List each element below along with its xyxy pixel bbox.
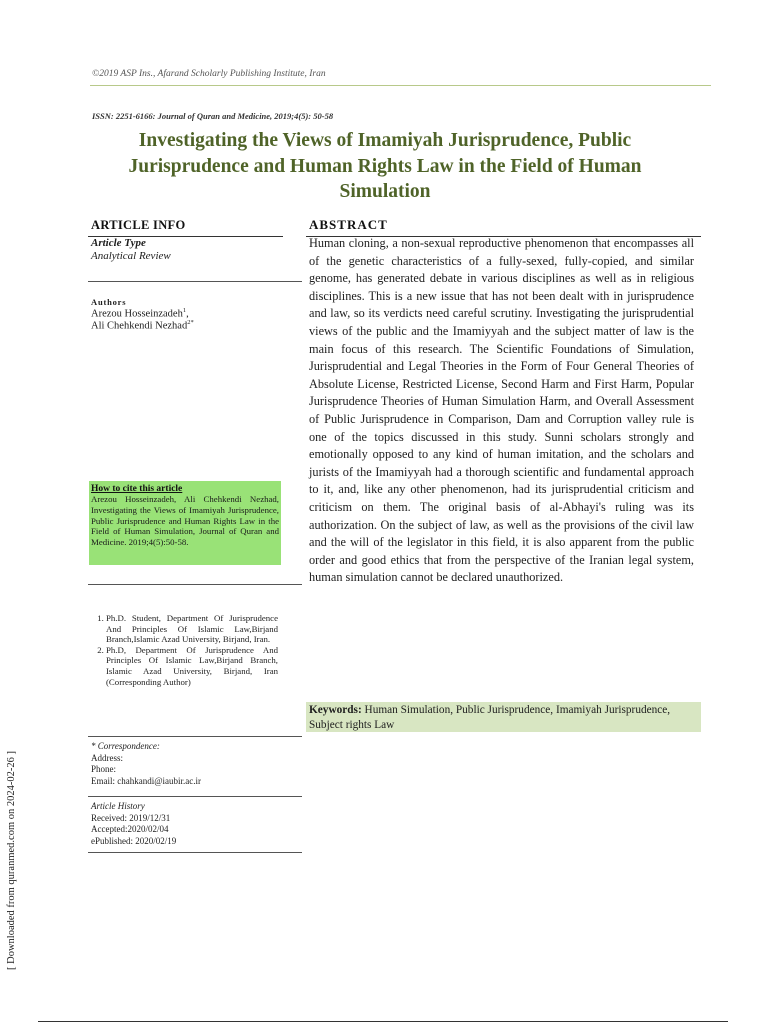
abstract-heading: ABSTRACT (309, 217, 388, 232)
citation-text: Arezou Hosseinzadeh, Ali Chehkendi Nezhad, Investigating the Views of Imamiyah Jurisprudence, Public Jurisprudence and Human Rights Law in the Field of Human Simulation, Journal of Quran and Medicine. 2019;4(5):50-58. (91, 494, 279, 548)
divider (88, 584, 302, 585)
footer-rule (38, 1021, 728, 1022)
divider (88, 852, 302, 853)
received-date: Received: 2019/12/31 (91, 812, 171, 823)
epublished-date: ePublished: 2020/02/19 (91, 835, 177, 846)
phone-line: Phone: (91, 764, 117, 774)
article-history (91, 801, 176, 847)
keywords-label: Keywords: (309, 704, 362, 716)
header-rule (90, 85, 711, 86)
affiliation-item: 2. Ph.D, Department Of Jurisprudence And Principles Of Islamic Law,Birjand Branch, Islamic Azad University, Birjand, Iran (Corresponding Author) (106, 645, 278, 687)
article-title: Investigating the Views of Imamiyah Jurisprudence, Public Jurisprudence and Human Rights Law in the Field of Human Simulation (128, 130, 642, 202)
divider (88, 796, 302, 797)
email-line: Email: chahkandi@iaubir.ac.ir (91, 775, 201, 786)
correspondence-label: * Correspondence: (91, 741, 160, 751)
article-info-heading: ARTICLE INFO (91, 218, 186, 232)
address-line: Address: (91, 752, 123, 763)
affiliations (92, 613, 278, 687)
download-watermark: [ Downloaded from quranmed.com on 2024-02-26 ] (6, 751, 17, 970)
divider (88, 281, 302, 282)
author-name: Arezou Hosseinzadeh$^1$, (91, 307, 189, 320)
history-label: Article History (91, 801, 145, 811)
issn-line: ISSN: 2251-6166: Journal of Quran and Medicine, 2019;4(5): 50-58 (92, 111, 334, 121)
keywords-box (306, 702, 701, 732)
citation-box (89, 481, 281, 565)
author-name: Ali Chehkendi Nezhad$^{2*}$ (91, 319, 194, 332)
article-type-label: Article Type (91, 237, 146, 249)
accepted-date: Accepted:2020/02/04 (91, 824, 169, 834)
correspondence-block (91, 741, 201, 787)
affiliation-item: 1. Ph.D. Student, Department Of Jurisprudence And Principles Of Islamic Law,Birjand Branch,Islamic Azad University, Birjand, Iran. (106, 613, 278, 645)
article-type-value: Analytical Review (91, 250, 171, 262)
keywords-text: Human Simulation, Public Jurisprudence, Imamiyah Jurisprudence, Subject rights Law (309, 704, 671, 731)
citation-title: How to cite this article (91, 484, 183, 494)
authors-label: Authors (91, 297, 127, 307)
abstract-text: Human cloning, a non-sexual reproductive phenomenon that encompasses all of the genetic characteristics of a fully-sexed, fully-copied, and similar genome, has generated debate in various disciplines as well as in religious disciplines. This is a new issue that has not been dealt with in jurisprudence and law, so its verdicts need careful scrutiny. Investigating the jurisprudential views of the public and the Imamiyyah and the subject matter of law is the main focus of this research. The Scientific Foundations of Simulation, Jurisprudential and Legal Theories in the Form of Four General Theories of Absolute License, Restricted License, Second Harm and First Harm, Popular Jurisprudence Theories of Human Simulation Harm, and Overall Assessment of Public Jurisprudence in Comparison, Dam and Corruption valley rule is one of the topics discussed in this study. Sunni scholars strongly and emotionally opposed to any kind of human imitation, and the scholars and jurists of the Imamiyyah had a thorough scientific and fundamental approach to it, and, like any other phenomenon, had its jurisprudential criticism and criticism on them. The original basis of al-Abhayi's ruling was its authorization. On the subject of law, as well as the provisions of the civil law and the will of the legislator in this field, it is also apparent from the public order and good ethics that from the perspective of the Iranian legal system, human simulation cannot be declared unauthorized. (309, 236, 694, 585)
divider (88, 736, 302, 737)
copyright-line: ©2019 ASP Ins., Afarand Scholarly Publishing Institute, Iran (92, 69, 326, 79)
